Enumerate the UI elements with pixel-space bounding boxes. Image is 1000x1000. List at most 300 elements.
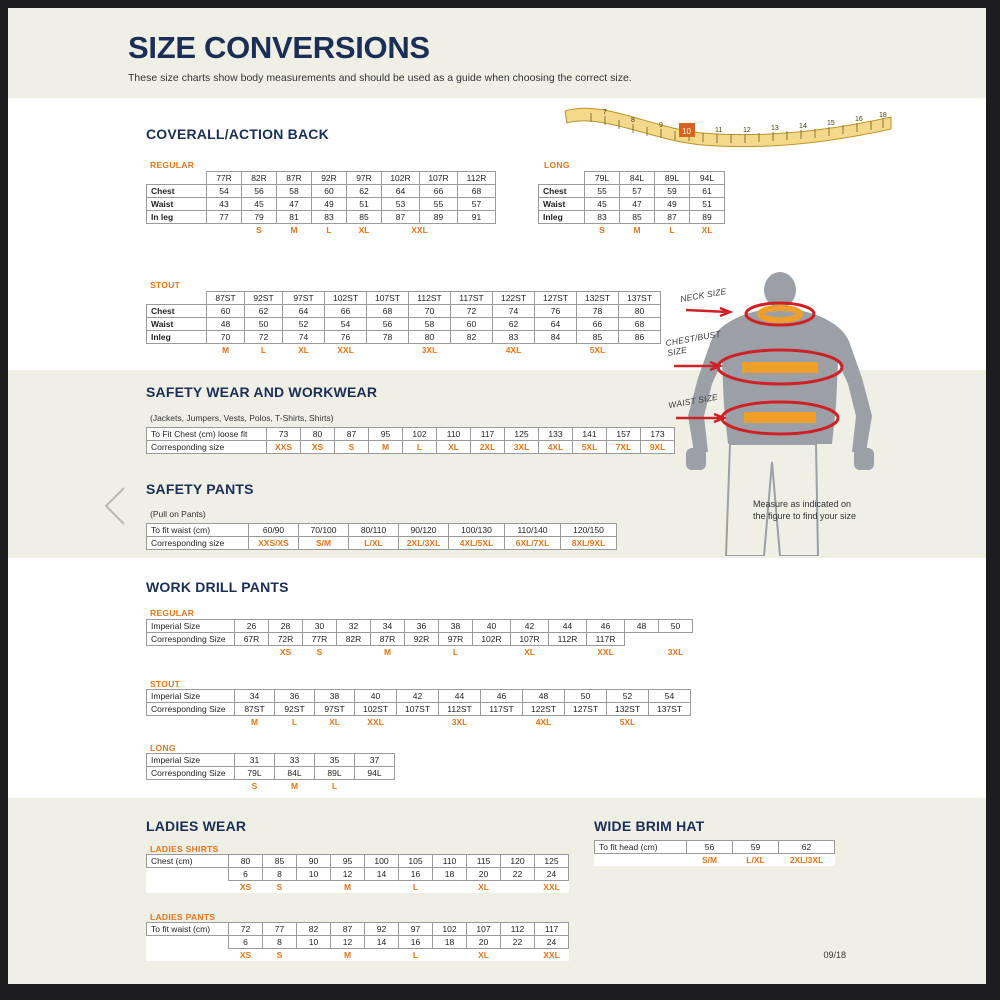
cell: 51 [347, 198, 382, 211]
cell: 68 [619, 318, 661, 331]
cell: 89L [315, 767, 355, 780]
cell: 80 [409, 331, 451, 344]
cell: 24 [535, 936, 569, 949]
cell: 87 [382, 211, 420, 224]
cell: 95 [369, 428, 403, 441]
col-code: 92ST [245, 292, 283, 305]
cell: 59 [733, 841, 779, 854]
table-row [147, 690, 691, 703]
cell: 90/120 [399, 524, 449, 537]
cell: 82 [451, 331, 493, 344]
size-cell: L [669, 225, 675, 235]
cell: 92ST [275, 703, 315, 716]
cell: 40 [473, 620, 511, 633]
cell: 34 [371, 620, 405, 633]
size-cell: M [383, 647, 392, 657]
row-label: To fit waist (cm) [147, 923, 229, 936]
cell: 78 [367, 331, 409, 344]
cell: 73 [267, 428, 301, 441]
cell: 30 [303, 620, 337, 633]
label-waist-size: WAIST SIZE [667, 391, 719, 411]
cell: 80 [301, 428, 335, 441]
col-code: 117ST [451, 292, 493, 305]
cell: 8 [263, 868, 297, 881]
cell: 84 [535, 331, 577, 344]
table-wide-brim-hat [594, 840, 835, 866]
size-cell: XL [524, 647, 535, 657]
cell: 10 [297, 936, 331, 949]
cell: 38 [315, 690, 355, 703]
table-ladies-shirts [146, 854, 569, 893]
cell: 32 [337, 620, 371, 633]
row-label: Corresponding size [147, 441, 267, 454]
col-code: 89L [655, 172, 690, 185]
cell: 82 [297, 923, 331, 936]
cell: 8 [263, 936, 297, 949]
size-cell: L [452, 647, 459, 657]
cell: 49 [655, 198, 690, 211]
table-size-row [147, 646, 693, 659]
cell: 12 [331, 936, 365, 949]
cell: 50 [565, 690, 607, 703]
cell: 115 [467, 855, 501, 868]
table-size-row [539, 224, 725, 237]
cell: 42 [511, 620, 549, 633]
size-cell: XL [358, 225, 370, 235]
cell: 44 [549, 620, 587, 633]
cell: 141 [573, 428, 607, 441]
size-cell: M [343, 882, 352, 892]
cell: 61 [690, 185, 725, 198]
size-cell: M [369, 441, 403, 454]
size-cell: 2XL [471, 441, 505, 454]
col-code: 102R [382, 172, 420, 185]
size-cell: XXL [543, 950, 560, 960]
cell: 110/140 [505, 524, 561, 537]
table-size-row [147, 949, 569, 962]
cell: 102 [433, 923, 467, 936]
cell: 57 [458, 198, 496, 211]
table-row [147, 211, 496, 224]
row-label: Chest [147, 305, 207, 318]
footer-date: 09/18 [823, 950, 846, 960]
cell: 50 [245, 318, 283, 331]
cell: 90 [297, 855, 331, 868]
table-header-row [147, 172, 496, 185]
table-row [147, 703, 691, 716]
cell: 53 [382, 198, 420, 211]
size-cell: S/M [299, 537, 349, 550]
cell: 125 [505, 428, 539, 441]
table-work-drill-long [146, 753, 395, 792]
table-size-row [595, 854, 835, 867]
table-row [147, 524, 617, 537]
col-code: 87ST [207, 292, 245, 305]
cell: 85 [577, 331, 619, 344]
table-row [539, 198, 725, 211]
cell: 72 [245, 331, 283, 344]
size-cell: L [412, 882, 419, 892]
size-cell: 3XL [421, 345, 438, 355]
size-cell: S [316, 647, 323, 657]
page-frame-left [0, 0, 8, 1000]
row-label: To Fit Chest (cm) loose fit [147, 428, 267, 441]
page-frame-bottom [0, 984, 1000, 1000]
cell: 56 [242, 185, 277, 198]
measure-instruction: Measure as indicated on the figure to find your size [753, 499, 857, 522]
size-cell: 5XL [589, 345, 606, 355]
cell: 87R [371, 633, 405, 646]
cell: 48 [207, 318, 245, 331]
cell: 86 [619, 331, 661, 344]
cell: 64 [283, 305, 325, 318]
size-cell: L/XL [349, 537, 399, 550]
cell: 97ST [315, 703, 355, 716]
cell: 76 [535, 305, 577, 318]
cell: 83 [312, 211, 347, 224]
cell: 66 [325, 305, 367, 318]
cell: 74 [283, 331, 325, 344]
row-label: Corresponding Size [147, 767, 235, 780]
cell: 62 [347, 185, 382, 198]
col-code: 122ST [493, 292, 535, 305]
col-code: 137ST [619, 292, 661, 305]
size-cell: 3XL [505, 441, 539, 454]
size-cell: XL [329, 717, 340, 727]
col-code: 112ST [409, 292, 451, 305]
section-title-work-drill: WORK DRILL PANTS [146, 579, 289, 595]
cell: 56 [367, 318, 409, 331]
table-row [147, 318, 661, 331]
table-work-drill-regular [146, 619, 693, 658]
cell: 54 [649, 690, 691, 703]
cell: 97R [439, 633, 473, 646]
cell: 10 [297, 868, 331, 881]
col-code: 107R [420, 172, 458, 185]
row-label: To fit head (cm) [595, 841, 687, 854]
cell: 66 [577, 318, 619, 331]
section-title-ladies: LADIES WEAR [146, 818, 247, 834]
tape-measure-icon [563, 103, 893, 148]
cell: 42 [397, 690, 439, 703]
cell: 107R [511, 633, 549, 646]
size-cell: 9XL [641, 441, 675, 454]
size-cell: XXS [267, 441, 301, 454]
label-chest-bust-size: CHEST/BUST SIZE [664, 328, 722, 358]
cell: 45 [242, 198, 277, 211]
cell: 16 [399, 936, 433, 949]
svg-text:16: 16 [855, 116, 863, 123]
table-row [147, 923, 569, 936]
size-cell: M [290, 781, 299, 791]
cell: 70/100 [299, 524, 349, 537]
cell: 74 [493, 305, 535, 318]
cell: 173 [641, 428, 675, 441]
col-code: 87R [277, 172, 312, 185]
row-label: Waist [539, 198, 585, 211]
cell: 120/150 [561, 524, 617, 537]
size-cell: L [403, 441, 437, 454]
cell: 107 [467, 923, 501, 936]
cell: 36 [275, 690, 315, 703]
col-code: 132ST [577, 292, 619, 305]
row-label: In leg [147, 211, 207, 224]
col-code: 94L [690, 172, 725, 185]
size-cell: XS [279, 647, 292, 657]
size-cell: 4XL [539, 441, 573, 454]
cell: 40 [355, 690, 397, 703]
row-label: Waist [147, 318, 207, 331]
cell: 18 [433, 868, 467, 881]
size-cell: XS [239, 882, 252, 892]
cell: 102R [473, 633, 511, 646]
row-label: Chest (cm) [147, 855, 229, 868]
size-cell: L [412, 950, 419, 960]
size-cell: XL [298, 345, 309, 355]
section-title-safety-pants: SAFETY PANTS [146, 481, 254, 497]
cell: 78 [577, 305, 619, 318]
size-cell [207, 224, 242, 237]
size-cell: XL [478, 882, 489, 892]
page-frame-top [0, 0, 1000, 8]
size-cell: XXL [367, 717, 384, 727]
cell: 14 [365, 936, 399, 949]
size-cell: M [221, 345, 230, 355]
svg-text:11: 11 [715, 127, 723, 134]
cell: 60 [207, 305, 245, 318]
cell: 20 [467, 868, 501, 881]
cell: 77R [303, 633, 337, 646]
note-safety-wear: (Jackets, Jumpers, Vests, Polos, T-Shirts, Shirts) [150, 413, 334, 423]
cell: 12 [331, 868, 365, 881]
table-header-row [147, 292, 661, 305]
table-header-row [539, 172, 725, 185]
size-cell: S [335, 441, 369, 454]
cell: 79 [242, 211, 277, 224]
label-ladies-shirts: LADIES SHIRTS [150, 844, 219, 854]
document-header [128, 30, 868, 84]
row-label: Inleg [539, 211, 585, 224]
row-label: Imperial Size [147, 690, 235, 703]
cell: 133 [539, 428, 573, 441]
cell: 46 [481, 690, 523, 703]
cell: 60/90 [249, 524, 299, 537]
cell: 68 [458, 185, 496, 198]
table-row [595, 841, 835, 854]
section-title-coverall: COVERALL/ACTION BACK [146, 126, 329, 142]
size-cell: XXL [411, 225, 428, 235]
cell: 49 [312, 198, 347, 211]
cell: 87 [335, 428, 369, 441]
table-coverall-long [538, 171, 725, 236]
row-label: Inleg [147, 331, 207, 344]
cell: 117ST [481, 703, 523, 716]
cell: 28 [269, 620, 303, 633]
table-size-row [147, 881, 569, 894]
cell: 100/130 [449, 524, 505, 537]
size-cell: L [331, 781, 338, 791]
cell: 47 [620, 198, 655, 211]
cell: 48 [625, 620, 659, 633]
cell: 87 [331, 923, 365, 936]
cell: 79L [235, 767, 275, 780]
cell: 87ST [235, 703, 275, 716]
col-code: 112R [458, 172, 496, 185]
size-cell: XXL [337, 345, 354, 355]
cell: 54 [325, 318, 367, 331]
table-size-row [147, 344, 661, 357]
cell: 48 [523, 690, 565, 703]
bracket-arrow-icon [104, 486, 126, 526]
row-label: Imperial Size [147, 754, 235, 767]
cell: 85 [263, 855, 297, 868]
table-size-row [147, 224, 496, 237]
cell: 94L [355, 767, 395, 780]
page-subtitle: These size charts show body measurements and should be used as a guide when choosing the correct size. [128, 72, 632, 84]
cell: 112ST [439, 703, 481, 716]
cell: 70 [207, 331, 245, 344]
svg-text:9: 9 [659, 122, 663, 129]
table-size-row [147, 716, 691, 729]
cell: 51 [690, 198, 725, 211]
cell: 62 [779, 841, 835, 854]
cell: 81 [277, 211, 312, 224]
cell: 80/110 [349, 524, 399, 537]
row-label: Corresponding Size [147, 633, 235, 646]
cell: 100 [365, 855, 399, 868]
size-cell: L/XL [746, 855, 765, 865]
label-work-drill-regular: REGULAR [150, 608, 195, 618]
table-work-drill-stout [146, 689, 691, 728]
cell: 80 [619, 305, 661, 318]
svg-text:15: 15 [827, 120, 835, 127]
cell: 77 [207, 211, 242, 224]
cell: 95 [331, 855, 365, 868]
row-label: Corresponding size [147, 537, 249, 550]
cell: 6 [229, 936, 263, 949]
cell: 52 [283, 318, 325, 331]
cell: 84L [275, 767, 315, 780]
cell: 31 [235, 754, 275, 767]
row-label: Imperial Size [147, 620, 235, 633]
label-coverall-stout: STOUT [150, 280, 181, 290]
col-code: 79L [585, 172, 620, 185]
cell: 91 [458, 211, 496, 224]
size-cell: 8XL/9XL [561, 537, 617, 550]
cell: 85 [620, 211, 655, 224]
size-cell: XXS/XS [249, 537, 299, 550]
cell: 87 [655, 211, 690, 224]
cell: 92R [405, 633, 439, 646]
size-cell: XL [701, 225, 713, 235]
table-row [539, 185, 725, 198]
table-row [539, 211, 725, 224]
row-label: Waist [147, 198, 207, 211]
cell: 43 [207, 198, 242, 211]
cell: 157 [607, 428, 641, 441]
svg-text:14: 14 [799, 123, 807, 130]
cell: 18 [433, 936, 467, 949]
cell: 60 [312, 185, 347, 198]
cell: 117 [535, 923, 569, 936]
size-cell: S [276, 882, 283, 892]
table-row [147, 428, 675, 441]
cell: 82R [337, 633, 371, 646]
cell: 52 [607, 690, 649, 703]
cell: 76 [325, 331, 367, 344]
table-row [147, 754, 395, 767]
cell: 58 [277, 185, 312, 198]
size-cell: M [290, 225, 298, 235]
size-cell: M [343, 950, 352, 960]
cell: 36 [405, 620, 439, 633]
cell: 66 [420, 185, 458, 198]
size-cell: 5XL [619, 717, 636, 727]
cell: 60 [451, 318, 493, 331]
cell: 120 [501, 855, 535, 868]
svg-text:10: 10 [682, 127, 691, 136]
cell: 117R [587, 633, 625, 646]
cell: 54 [207, 185, 242, 198]
col-code: 107ST [367, 292, 409, 305]
table-row [147, 198, 496, 211]
size-cell: 3XL [451, 717, 468, 727]
page-title: SIZE CONVERSIONS [128, 30, 430, 65]
cell: 89 [420, 211, 458, 224]
table-safety-wear [146, 427, 675, 454]
cell: 6 [229, 868, 263, 881]
cell: 44 [439, 690, 481, 703]
row-label: Chest [147, 185, 207, 198]
page-frame-right [986, 0, 1000, 1000]
size-cell [235, 646, 269, 659]
cell: 62 [493, 318, 535, 331]
size-cell: XL [437, 441, 471, 454]
cell: 127ST [565, 703, 607, 716]
cell: 35 [315, 754, 355, 767]
document-sheet [8, 8, 986, 984]
cell: 83 [493, 331, 535, 344]
col-code: 84L [620, 172, 655, 185]
size-cell: 3XL [667, 646, 684, 657]
col-code: 92R [312, 172, 347, 185]
table-row [147, 767, 395, 780]
cell: 26 [235, 620, 269, 633]
table-row [147, 620, 693, 633]
cell: 68 [367, 305, 409, 318]
label-neck-size: NECK SIZE [679, 286, 728, 304]
col-code: 97ST [283, 292, 325, 305]
cell: 110 [433, 855, 467, 868]
table-safety-pants [146, 523, 617, 550]
cell: 112R [549, 633, 587, 646]
table-coverall-regular [146, 171, 496, 236]
table-ladies-pants [146, 922, 569, 961]
note-safety-pants: (Pull on Pants) [150, 509, 206, 519]
cell: 56 [687, 841, 733, 854]
cell: 22 [501, 936, 535, 949]
cell: 58 [409, 318, 451, 331]
size-cell: S [276, 950, 283, 960]
cell: 16 [399, 868, 433, 881]
col-code: 127ST [535, 292, 577, 305]
table-row [147, 305, 661, 318]
size-cell: S [251, 781, 258, 791]
size-cell: 4XL [505, 345, 522, 355]
cell: 107ST [397, 703, 439, 716]
size-cell: 2XL/3XL [789, 855, 824, 865]
size-cell: 7XL [607, 441, 641, 454]
